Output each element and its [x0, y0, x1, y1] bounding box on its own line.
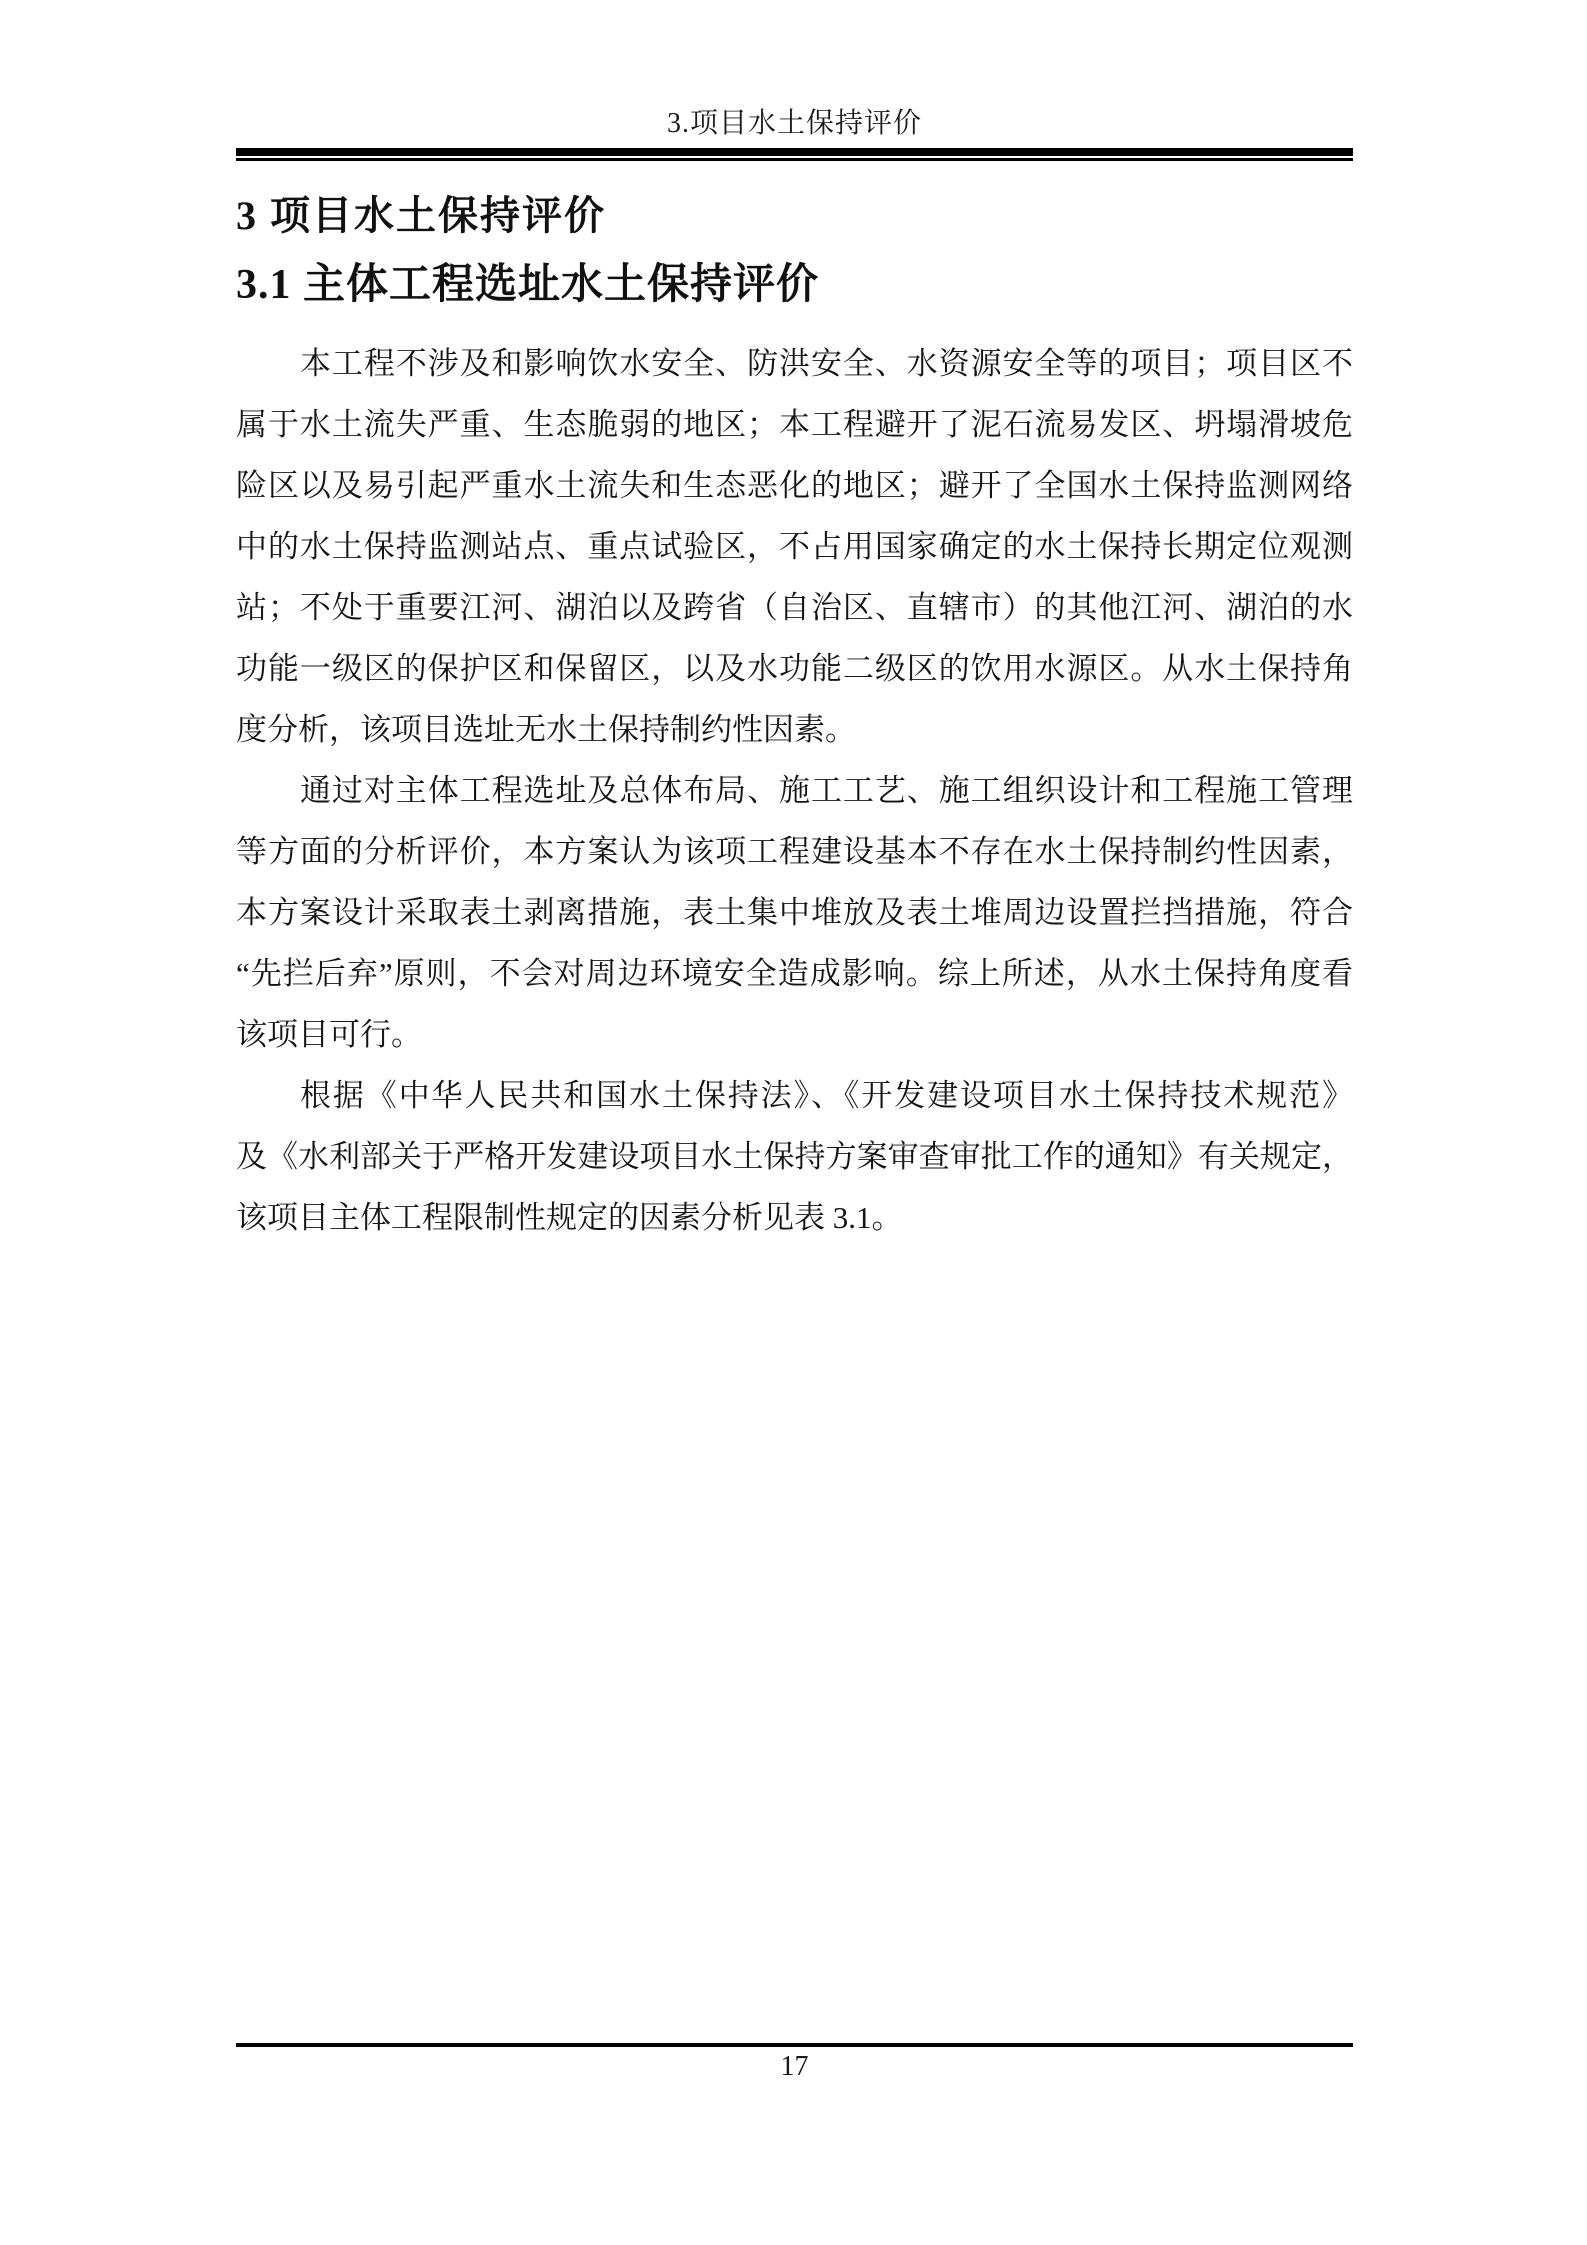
body-line: 该项目主体工程限制性规定的因素分析见表 3.1。	[236, 1200, 903, 1235]
body-line: 险区以及易引起严重水土流失和生态恶化的地区；避开了全国水土保持监测网络	[236, 468, 1353, 503]
body-line: 根据《中华人民共和国水土保持法》、《开发建设项目水土保持技术规范》	[300, 1078, 1353, 1113]
body-line: “先拦后弃”原则，不会对周边环境安全造成影响。综上所述，从水土保持角度看	[236, 956, 1353, 991]
body-text	[236, 333, 1353, 1248]
body-line: 及《水利部关于严格开发建设项目水土保持方案审查审批工作的通知》有关规定，	[236, 1139, 1353, 1174]
body-line: 功能一级区的保护区和保留区，以及水功能二级区的饮用水源区。从水土保持角	[236, 651, 1353, 686]
body-line: 度分析，该项目选址无水土保持制约性因素。	[236, 712, 856, 747]
page-number: 17	[780, 2051, 809, 2082]
header-rule-thin	[236, 158, 1353, 161]
header-rule-thick	[236, 148, 1353, 156]
body-line: 属于水土流失严重、生态脆弱的地区；本工程避开了泥石流易发区、坍塌滑坡危	[236, 407, 1353, 442]
body-line: 站；不处于重要江河、湖泊以及跨省（自治区、直辖市）的其他江河、湖泊的水	[236, 590, 1353, 625]
body-line: 等方面的分析评价，本方案认为该项工程建设基本不存在水土保持制约性因素，	[236, 834, 1353, 869]
body-line: 中的水土保持监测站点、重点试验区，不占用国家确定的水土保持长期定位观测	[236, 529, 1353, 564]
page-header-title: 3.项目水土保持评价	[666, 108, 922, 139]
body-line: 本工程不涉及和影响饮水安全、防洪安全、水资源安全等的项目；项目区不	[300, 346, 1353, 381]
subsection-heading: 3.1 主体工程选址水土保持评价	[236, 262, 820, 308]
body-line: 通过对主体工程选址及总体布局、施工工艺、施工组织设计和工程施工管理	[300, 773, 1353, 808]
footer-rule	[236, 2043, 1353, 2047]
body-line: 本方案设计采取表土剥离措施，表土集中堆放及表土堆周边设置拦挡措施，符合	[236, 895, 1353, 930]
section-heading: 3 项目水土保持评价	[236, 193, 606, 238]
body-line: 该项目可行。	[236, 1017, 422, 1052]
